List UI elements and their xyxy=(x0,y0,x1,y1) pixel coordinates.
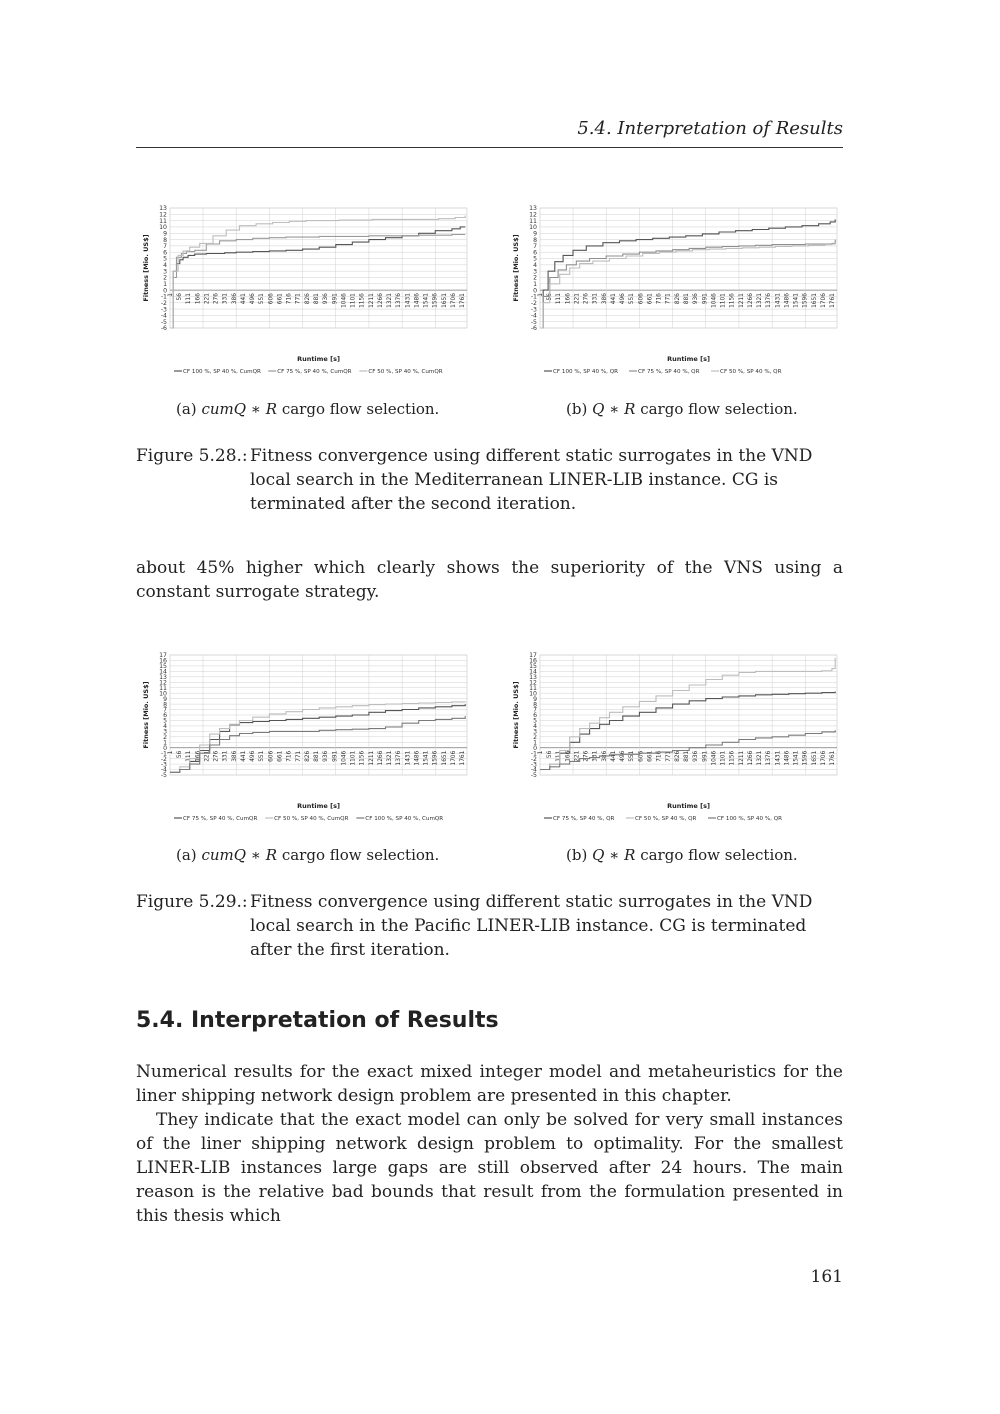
y-tick-label: -2 xyxy=(160,299,167,307)
x-tick-label: 1486 xyxy=(414,750,421,766)
y-tick-label: -6 xyxy=(160,325,167,333)
x-tick-label: 496 xyxy=(620,750,627,762)
chart-5-28a xyxy=(136,200,476,382)
y-tick-label: 12 xyxy=(529,211,537,219)
chart-svg xyxy=(136,200,476,382)
y-tick-label: 17 xyxy=(159,652,167,660)
x-tick-label: 441 xyxy=(611,293,618,305)
y-tick-label: 8 xyxy=(533,236,537,244)
y-tick-label: 3 xyxy=(533,728,537,736)
y-tick-label: -3 xyxy=(530,761,537,769)
y-tick-label: 14 xyxy=(159,668,167,676)
x-tick-label: 1596 xyxy=(432,293,439,308)
x-tick-label: 111 xyxy=(556,750,563,762)
paragraph: They indicate that the exact model can only be solved for very small instances of the liner shipping network design problem to optimality. For the smallest LINER-LIB instances large gaps are still observed after 24 hours. The main reason is the relative bad bounds that result from the formulation presented in this thesis which xyxy=(136,1110,843,1226)
x-tick-label: 716 xyxy=(286,293,293,305)
x-tick-label: 1706 xyxy=(450,293,457,308)
subcaption-text: cargo flow selection. xyxy=(640,400,798,418)
legend-label: CF 100 %, SP 40 %, CumQR xyxy=(183,369,261,375)
x-tick-label: 1321 xyxy=(757,293,764,308)
x-tick-label: 441 xyxy=(241,750,248,762)
x-tick-label: 1266 xyxy=(747,293,754,308)
x-tick-label: 936 xyxy=(323,293,330,305)
x-axis-label: Runtime [s] xyxy=(297,355,340,363)
figure-label: Figure 5.29.: xyxy=(136,892,248,912)
subcaption-text: cargo flow selection. xyxy=(281,400,440,418)
x-tick-label: 1266 xyxy=(377,293,384,308)
x-tick-label: 1211 xyxy=(738,750,745,766)
legend-label: CF 50 %, SP 40 %, CumQR xyxy=(274,816,349,822)
y-tick-label: 2 xyxy=(163,274,167,282)
y-tick-label: 9 xyxy=(163,230,167,238)
paragraph: about 45% higher which clearly shows the superiority of the VNS using a constant surrogate strategy. xyxy=(136,558,843,602)
y-tick-label: 11 xyxy=(159,684,167,692)
legend-label: CF 50 %, SP 40 %, CumQR xyxy=(368,369,443,375)
subcaption-math: cumQ ∗ R xyxy=(201,400,278,418)
legend-label: CF 100 %, SP 40 %, QR xyxy=(717,816,782,822)
x-tick-label: 606 xyxy=(638,293,645,305)
subcaption-label: (a) xyxy=(176,400,197,418)
y-tick-label: -2 xyxy=(530,755,537,763)
x-tick-label: 1321 xyxy=(387,293,394,308)
x-tick-label: 1541 xyxy=(793,293,800,308)
y-tick-label: 14 xyxy=(529,668,537,676)
y-tick-label: -6 xyxy=(530,325,537,333)
y-tick-label: 13 xyxy=(159,674,167,682)
y-axis-label: Fitness [Mio. US$] xyxy=(512,234,520,302)
x-tick-label: 1486 xyxy=(784,293,791,308)
y-tick-label: 6 xyxy=(163,249,167,257)
y-tick-label: 1 xyxy=(533,280,537,288)
y-tick-label: 9 xyxy=(163,695,167,703)
x-tick-label: 881 xyxy=(684,293,691,305)
x-tick-label: 1486 xyxy=(414,293,421,308)
x-tick-label: 661 xyxy=(277,293,284,305)
x-tick-label: 551 xyxy=(629,293,636,305)
x-axis-label: Runtime [s] xyxy=(667,355,710,363)
y-tick-label: 12 xyxy=(159,211,167,219)
y-tick-label: 10 xyxy=(159,224,167,232)
x-tick-label: 1046 xyxy=(341,293,348,308)
running-head: 5.4. Interpretation of Results xyxy=(577,118,843,139)
y-tick-label: 10 xyxy=(529,224,537,232)
x-tick-label: 1376 xyxy=(766,293,773,308)
x-tick-label: 221 xyxy=(204,293,211,305)
x-tick-label: 606 xyxy=(268,293,275,305)
y-tick-label: 15 xyxy=(529,663,537,671)
legend-label: CF 75 %, SP 40 %, QR xyxy=(553,816,615,822)
y-tick-label: 3 xyxy=(533,268,537,276)
x-tick-label: 331 xyxy=(222,293,229,305)
x-tick-label: 1651 xyxy=(811,293,818,308)
figure-caption-5-28 xyxy=(136,444,846,516)
subcaption-5-29a xyxy=(176,846,439,864)
x-tick-label: 661 xyxy=(647,750,654,762)
x-tick-label: 166 xyxy=(565,750,572,762)
x-tick-label: 1706 xyxy=(450,750,457,766)
y-tick-label: 17 xyxy=(529,652,537,660)
x-tick-label: 1706 xyxy=(820,293,827,308)
y-tick-label: 11 xyxy=(529,217,537,225)
x-tick-label: 881 xyxy=(314,293,321,305)
x-tick-label: 166 xyxy=(195,293,202,305)
y-tick-label: -1 xyxy=(160,750,167,758)
x-tick-label: 111 xyxy=(556,293,563,305)
y-tick-label: 16 xyxy=(159,657,167,665)
y-tick-label: 10 xyxy=(159,690,167,698)
legend-label: CF 50 %, SP 40 %, QR xyxy=(720,369,782,375)
subcaption-5-28a xyxy=(176,400,439,418)
y-axis-label: Fitness [Mio. US$] xyxy=(142,234,150,302)
y-tick-label: -3 xyxy=(530,306,537,314)
y-tick-label: 5 xyxy=(533,717,537,725)
figure-caption-5-29 xyxy=(136,890,846,962)
x-tick-label: 991 xyxy=(332,293,339,305)
x-tick-label: 1486 xyxy=(784,750,791,766)
y-tick-label: 4 xyxy=(533,723,537,731)
plot-area xyxy=(540,208,837,328)
x-tick-label: 221 xyxy=(204,750,211,762)
x-tick-label: 661 xyxy=(277,750,284,762)
x-tick-label: 56 xyxy=(177,750,184,759)
x-tick-label: 1101 xyxy=(350,750,357,766)
chart-5-29b xyxy=(506,647,846,829)
x-tick-label: 276 xyxy=(583,750,590,762)
x-tick-label: 331 xyxy=(222,750,229,762)
y-tick-label: 8 xyxy=(163,701,167,709)
y-tick-label: 2 xyxy=(533,274,537,282)
x-tick-label: 1706 xyxy=(820,750,827,766)
legend-label: CF 100 %, SP 40 %, CumQR xyxy=(365,816,444,822)
x-tick-label: 111 xyxy=(186,750,193,762)
x-tick-label: 166 xyxy=(195,750,202,762)
x-tick-label: 1761 xyxy=(830,293,837,308)
y-tick-label: 3 xyxy=(163,268,167,276)
y-tick-label: 12 xyxy=(159,679,167,687)
x-tick-label: 276 xyxy=(213,293,220,305)
x-tick-label: 1 xyxy=(168,750,174,755)
x-tick-label: 331 xyxy=(592,293,599,305)
x-tick-label: 1376 xyxy=(396,750,403,766)
x-tick-label: 551 xyxy=(259,293,266,305)
x-tick-label: 496 xyxy=(250,750,257,762)
x-tick-label: 1761 xyxy=(460,750,467,766)
y-tick-label: -4 xyxy=(530,766,537,774)
y-tick-label: 7 xyxy=(163,706,167,714)
subcaption-label: (a) xyxy=(176,846,197,864)
chart-5-28b xyxy=(506,200,846,382)
x-tick-label: 551 xyxy=(629,750,636,762)
x-tick-label: 441 xyxy=(241,293,248,305)
x-tick-label: 881 xyxy=(314,750,321,762)
subcaption-math: Q ∗ R xyxy=(592,400,636,418)
x-tick-label: 1266 xyxy=(377,750,384,766)
x-tick-label: 1431 xyxy=(405,750,412,766)
x-tick-label: 1156 xyxy=(359,750,366,766)
x-tick-label: 936 xyxy=(323,750,330,762)
y-tick-label: 10 xyxy=(529,690,537,698)
subcaption-label: (b) xyxy=(566,400,588,418)
x-tick-label: 1376 xyxy=(766,750,773,766)
y-tick-label: 13 xyxy=(159,205,167,213)
x-tick-label: 1321 xyxy=(757,750,764,766)
y-tick-label: 7 xyxy=(533,706,537,714)
figure-caption-text: Fitness convergence using different static surrogates in the VND local search in the Pacific LINER-LIB instance. CG is terminated after the first iteration. xyxy=(250,892,813,960)
legend-label: CF 75 %, SP 40 %, CumQR xyxy=(277,369,352,375)
legend-label: CF 100 %, SP 40 %, QR xyxy=(553,369,618,375)
y-tick-label: 4 xyxy=(533,262,537,270)
x-tick-label: 771 xyxy=(295,750,302,762)
x-tick-label: 1156 xyxy=(359,293,366,308)
figure-caption-text: Fitness convergence using different static surrogates in the VND local search in the Mediterranean LINER-LIB instance. CG is terminated after the second iteration. xyxy=(250,446,813,514)
y-tick-label: 6 xyxy=(533,712,537,720)
y-tick-label: 13 xyxy=(529,674,537,682)
y-tick-label: 11 xyxy=(529,684,537,692)
x-tick-label: 1761 xyxy=(460,293,467,308)
y-tick-label: -3 xyxy=(160,761,167,769)
x-tick-label: 331 xyxy=(592,750,599,762)
x-tick-label: 1156 xyxy=(729,293,736,308)
x-tick-label: 1211 xyxy=(368,750,375,766)
x-tick-label: 1541 xyxy=(793,750,800,766)
x-tick-label: 1431 xyxy=(775,293,782,308)
y-tick-label: 9 xyxy=(533,230,537,238)
y-tick-label: 5 xyxy=(163,717,167,725)
x-tick-label: 221 xyxy=(574,293,581,305)
subcaption-text: cargo flow selection. xyxy=(640,846,798,864)
y-tick-label: 8 xyxy=(163,236,167,244)
x-tick-label: 936 xyxy=(693,750,700,762)
y-tick-label: 7 xyxy=(533,243,537,251)
x-tick-label: 1046 xyxy=(711,293,718,308)
x-tick-label: 826 xyxy=(674,750,681,762)
y-tick-label: 2 xyxy=(533,734,537,742)
y-tick-label: 4 xyxy=(163,723,167,731)
legend-label: CF 75 %, SP 40 %, CumQR xyxy=(183,816,258,822)
y-tick-label: -1 xyxy=(530,293,537,301)
y-tick-label: 0 xyxy=(533,744,537,752)
x-tick-label: 771 xyxy=(665,750,672,762)
y-tick-label: 4 xyxy=(163,262,167,270)
chart-svg xyxy=(506,647,846,829)
x-axis-label: Runtime [s] xyxy=(667,802,710,810)
x-tick-label: 881 xyxy=(684,750,691,762)
y-axis-label: Fitness [Mio. US$] xyxy=(512,681,520,749)
x-tick-label: 936 xyxy=(693,293,700,305)
chart-5-29a xyxy=(136,647,476,829)
x-tick-label: 771 xyxy=(295,293,302,305)
x-tick-label: 441 xyxy=(611,750,618,762)
x-tick-label: 386 xyxy=(231,750,238,762)
x-tick-label: 1101 xyxy=(350,293,357,308)
x-tick-label: 1541 xyxy=(423,750,430,766)
y-tick-label: -1 xyxy=(530,750,537,758)
x-tick-label: 771 xyxy=(665,293,672,305)
legend-label: CF 75 %, SP 40 %, QR xyxy=(638,369,700,375)
y-tick-label: -5 xyxy=(530,772,537,780)
y-tick-label: -3 xyxy=(160,306,167,314)
y-tick-label: 1 xyxy=(163,280,167,288)
x-tick-label: 716 xyxy=(286,750,293,762)
x-tick-label: 1376 xyxy=(396,293,403,308)
x-tick-label: 1101 xyxy=(720,293,727,308)
x-tick-label: 1211 xyxy=(368,293,375,308)
x-tick-label: 1431 xyxy=(405,293,412,308)
x-tick-label: 1651 xyxy=(811,750,818,766)
header-rule xyxy=(136,147,843,148)
y-tick-label: 13 xyxy=(529,205,537,213)
x-tick-label: 1156 xyxy=(729,750,736,766)
x-tick-label: 386 xyxy=(601,750,608,762)
x-tick-label: 1046 xyxy=(711,750,718,766)
x-tick-label: 56 xyxy=(177,293,184,301)
y-tick-label: 0 xyxy=(533,287,537,295)
x-tick-label: 1 xyxy=(168,293,174,297)
chart-svg xyxy=(506,200,846,382)
y-tick-label: -2 xyxy=(160,755,167,763)
subcaption-5-28b xyxy=(566,400,798,418)
y-tick-label: -5 xyxy=(160,318,167,326)
y-tick-label: 6 xyxy=(163,712,167,720)
y-tick-label: 0 xyxy=(163,744,167,752)
x-tick-label: 221 xyxy=(574,750,581,762)
y-tick-label: 6 xyxy=(533,249,537,257)
x-tick-label: 1596 xyxy=(432,750,439,766)
x-tick-label: 276 xyxy=(213,750,220,762)
subcaption-label: (b) xyxy=(566,846,588,864)
y-tick-label: 12 xyxy=(529,679,537,687)
subcaption-5-29b xyxy=(566,846,798,864)
x-tick-label: 1 xyxy=(538,293,544,297)
y-axis-label: Fitness [Mio. US$] xyxy=(142,681,150,749)
x-tick-label: 826 xyxy=(674,293,681,305)
subcaption-text: cargo flow selection. xyxy=(281,846,440,864)
x-tick-label: 661 xyxy=(647,293,654,305)
y-tick-label: -4 xyxy=(160,766,167,774)
x-tick-label: 56 xyxy=(547,750,554,759)
plot-area xyxy=(170,208,467,328)
x-tick-label: 166 xyxy=(565,293,572,305)
y-tick-label: 15 xyxy=(159,663,167,671)
y-tick-label: 5 xyxy=(163,255,167,263)
x-tick-label: 496 xyxy=(620,293,627,305)
x-tick-label: 1761 xyxy=(830,750,837,766)
x-tick-label: 606 xyxy=(268,750,275,762)
y-tick-label: 1 xyxy=(533,739,537,747)
x-axis-label: Runtime [s] xyxy=(297,802,340,810)
y-tick-label: 8 xyxy=(533,701,537,709)
x-tick-label: 551 xyxy=(259,750,266,762)
x-tick-label: 386 xyxy=(231,293,238,305)
x-tick-label: 1101 xyxy=(720,750,727,766)
x-tick-label: 991 xyxy=(332,750,339,762)
subcaption-math: cumQ ∗ R xyxy=(201,846,278,864)
y-tick-label: -5 xyxy=(160,772,167,780)
subcaption-math: Q ∗ R xyxy=(592,846,636,864)
y-tick-label: 0 xyxy=(163,287,167,295)
section-title: 5.4. Interpretation of Results xyxy=(136,1008,499,1033)
y-tick-label: 1 xyxy=(163,739,167,747)
x-tick-label: 1596 xyxy=(802,293,809,308)
x-tick-label: 716 xyxy=(656,750,663,762)
y-tick-label: -1 xyxy=(160,293,167,301)
y-tick-label: -5 xyxy=(530,318,537,326)
x-tick-label: 1211 xyxy=(738,293,745,308)
y-tick-label: 7 xyxy=(163,243,167,251)
x-tick-label: 1431 xyxy=(775,750,782,766)
x-tick-label: 56 xyxy=(547,293,554,301)
y-tick-label: 9 xyxy=(533,695,537,703)
x-tick-label: 1 xyxy=(538,750,544,755)
x-tick-label: 1321 xyxy=(387,750,394,766)
x-tick-label: 276 xyxy=(583,293,590,305)
y-tick-label: 2 xyxy=(163,734,167,742)
x-tick-label: 826 xyxy=(304,293,311,305)
x-tick-label: 1596 xyxy=(802,750,809,766)
y-tick-label: -4 xyxy=(530,312,537,320)
x-tick-label: 496 xyxy=(250,293,257,305)
page-number: 161 xyxy=(810,1267,843,1287)
chart-svg xyxy=(136,647,476,829)
x-tick-label: 1651 xyxy=(441,750,448,766)
x-tick-label: 826 xyxy=(304,750,311,762)
x-tick-label: 1651 xyxy=(441,293,448,308)
x-tick-label: 111 xyxy=(186,293,193,305)
legend-label: CF 50 %, SP 40 %, QR xyxy=(635,816,697,822)
x-tick-label: 1266 xyxy=(747,750,754,766)
x-tick-label: 1541 xyxy=(423,293,430,308)
x-tick-label: 1046 xyxy=(341,750,348,766)
figure-label: Figure 5.28.: xyxy=(136,446,248,466)
y-tick-label: -4 xyxy=(160,312,167,320)
y-tick-label: 3 xyxy=(163,728,167,736)
y-tick-label: 16 xyxy=(529,657,537,665)
x-tick-label: 991 xyxy=(702,750,709,762)
y-tick-label: -2 xyxy=(530,299,537,307)
x-tick-label: 716 xyxy=(656,293,663,305)
x-tick-label: 606 xyxy=(638,750,645,762)
paragraph: Numerical results for the exact mixed integer model and metaheuristics for the liner shipping network design problem are presented in this chapter. xyxy=(136,1062,843,1106)
y-tick-label: 11 xyxy=(159,217,167,225)
x-tick-label: 386 xyxy=(601,293,608,305)
y-tick-label: 5 xyxy=(533,255,537,263)
x-tick-label: 991 xyxy=(702,293,709,305)
